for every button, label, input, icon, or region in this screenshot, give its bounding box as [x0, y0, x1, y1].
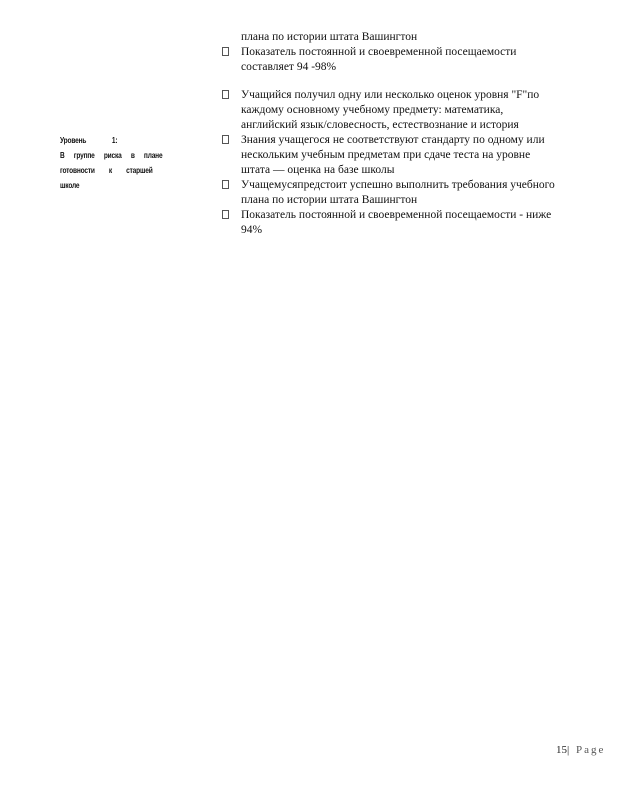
bullet-box-icon	[222, 210, 229, 219]
label-word: риска	[103, 151, 122, 160]
list-item	[222, 208, 594, 238]
list-item	[222, 45, 594, 75]
list-item-line: плана по истории штата Вашингтон	[241, 194, 418, 206]
list-item-line: 94%	[241, 224, 263, 236]
criteria-list	[222, 30, 594, 238]
page-number: 15|	[556, 744, 570, 756]
bullet-box-icon	[222, 180, 229, 189]
list-item-line: Показатель постоянной и своевременной посещаемости - ниже	[241, 209, 552, 221]
list-item	[222, 133, 594, 178]
label-word: старшей	[126, 166, 153, 175]
label-word: плане	[143, 151, 163, 160]
list-item-line: Учащемусяпредстоит успешно выполнить требования учебного	[241, 179, 555, 191]
list-item-line: составляет 94 -98%	[241, 61, 337, 73]
label-word: к	[108, 166, 113, 175]
list-continuation: плана по истории штата Вашингтон	[241, 31, 418, 43]
label-word: Уровень	[60, 136, 87, 145]
label-word: 1:	[111, 136, 118, 145]
list-item-line: Знания учащегося не соответствуют стандарту по одному или	[241, 134, 545, 146]
label-word: школе	[60, 181, 80, 190]
list-item	[222, 88, 594, 133]
bullet-box-icon	[222, 135, 229, 144]
label-word: В	[60, 151, 65, 160]
label-word: готовности	[60, 166, 95, 175]
level-label	[60, 133, 163, 193]
list-item-line: каждому основному учебному предмету: математика,	[241, 104, 504, 116]
bullet-box-icon	[222, 47, 229, 56]
list-item-line: Учащийся получил одну или несколько оценок уровня "F"по	[241, 89, 540, 101]
list-item	[222, 178, 594, 208]
bullet-box-icon	[222, 90, 229, 99]
label-word: группе	[73, 151, 95, 160]
list-item-line: штата — оценка на базе школы	[241, 164, 395, 176]
page-footer	[556, 744, 605, 756]
list-item-line: Показатель постоянной и своевременной посещаемости	[241, 46, 517, 58]
label-word: в	[130, 151, 135, 160]
page-label: Page	[575, 744, 606, 756]
list-item-line: нескольким учебным предметам при сдаче теста на уровне	[241, 149, 531, 161]
list-item-line: английский язык/словесность, естествознание и история	[241, 119, 519, 131]
